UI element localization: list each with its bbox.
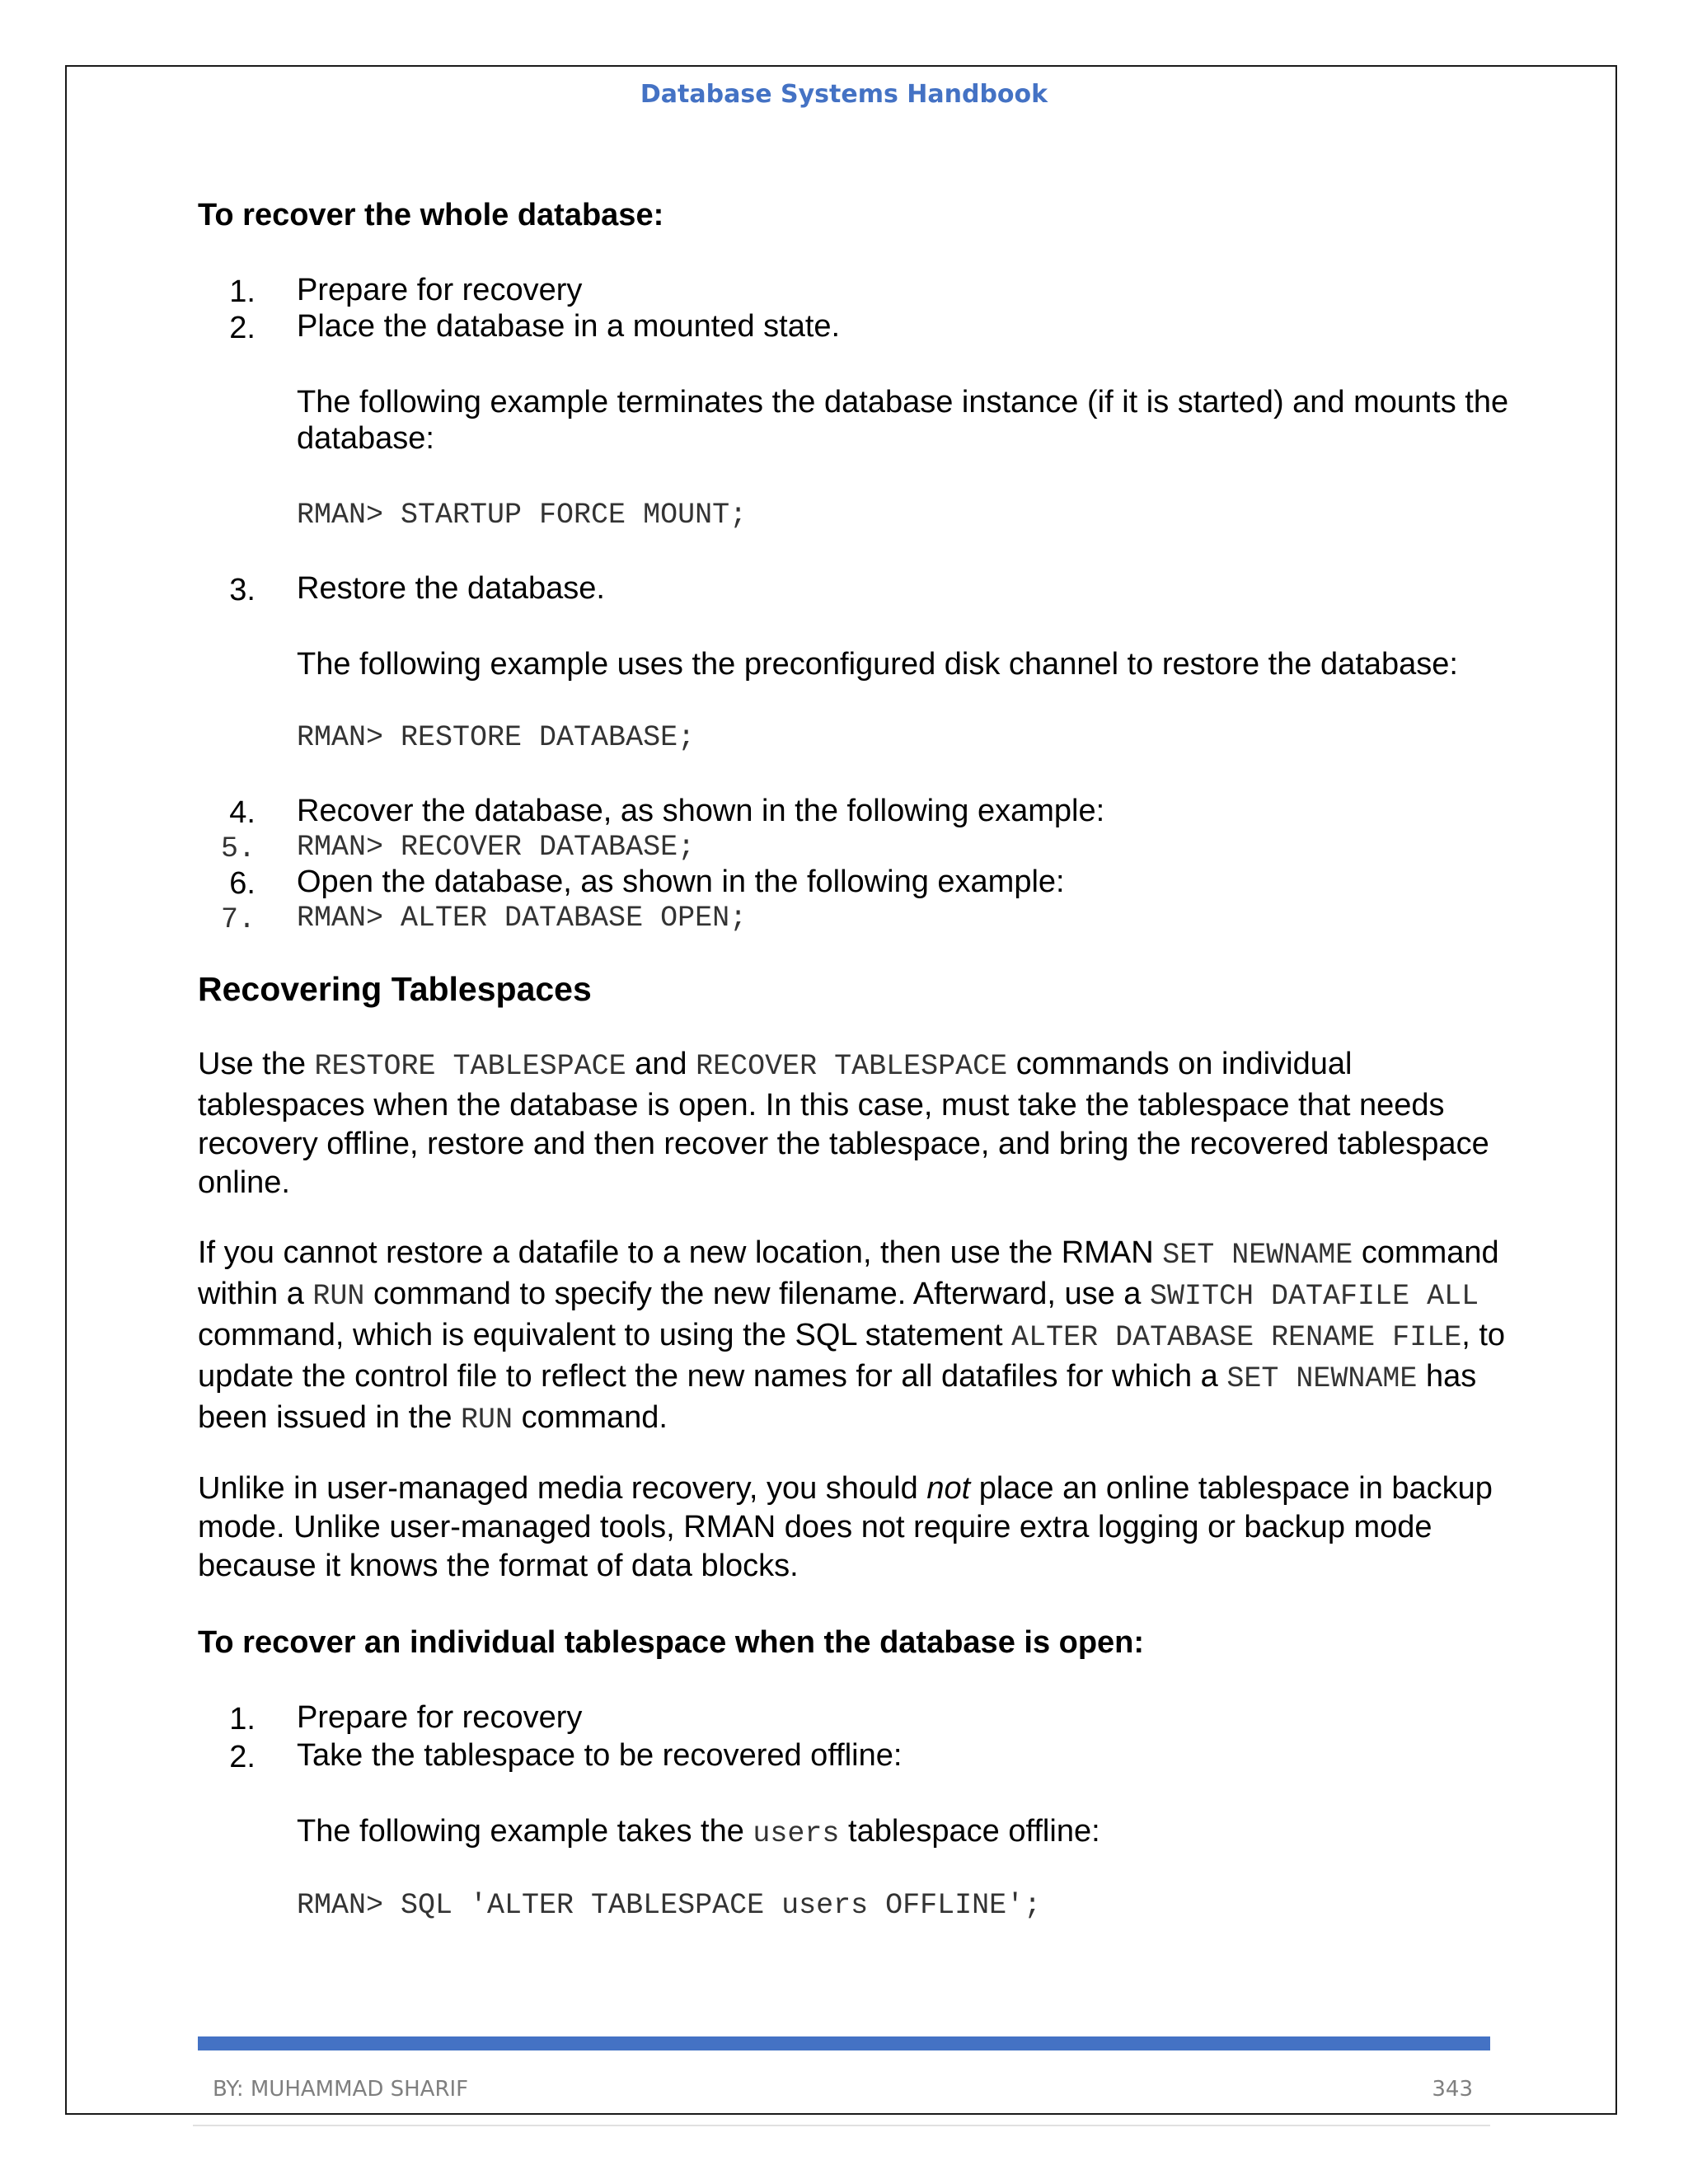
list-number: 3. <box>229 573 256 607</box>
list-item-code: RMAN> ALTER DATABASE OPEN; <box>297 902 748 935</box>
footer-accent-bar <box>198 2036 1490 2050</box>
footer-author: BY: MUHAMMAD SHARIF <box>213 2077 469 2102</box>
list-item-code: RMAN> RECOVER DATABASE; <box>297 831 696 864</box>
list-number: 2. <box>229 1740 256 1774</box>
step-note: The following example takes the users tablespace offline: <box>297 1814 1100 1850</box>
list-number: 1. <box>229 274 256 309</box>
step-note: The following example uses the preconfigured disk channel to restore the database: <box>297 647 1458 682</box>
list-number: 2. <box>229 311 256 345</box>
footer-page-number: 343 <box>1432 2077 1473 2102</box>
list-number: 1. <box>229 1702 256 1736</box>
section-heading-recover-database: To recover the whole database: <box>198 198 664 232</box>
list-number: 6. <box>229 866 256 901</box>
code-line: RMAN> STARTUP FORCE MOUNT; <box>297 499 748 532</box>
list-item: Take the tablespace to be recovered offline: <box>297 1738 903 1773</box>
list-item: Prepare for recovery <box>297 273 583 307</box>
step-note: The following example terminates the database instance (if it is started) and mounts the <box>297 385 1509 419</box>
paragraph: If you cannot restore a datafile to a new location, then use the RMAN SET NEWNAME command within a RUN command to specify the new filename. Afterward, use a SWITCH DATAFILE ALL command, which is equivalent to using the SQL statement ALTER DATABASE RENAME FILE, to update the control file to reflect the new names for all datafiles for which a SET NEWNAME has been issued in the RUN command. <box>198 1235 1506 1436</box>
list-item: Recover the database, as shown in the following example: <box>297 794 1105 828</box>
list-number: 4. <box>229 795 256 830</box>
code-line: RMAN> SQL 'ALTER TABLESPACE users OFFLINE'; <box>297 1889 1042 1922</box>
section-heading-recover-tablespace: To recover an individual tablespace when the database is open: <box>198 1625 1145 1660</box>
running-header: Database Systems Handbook <box>640 80 1048 109</box>
list-item: Prepare for recovery <box>297 1700 583 1735</box>
paragraph: Unlike in user-managed media recovery, you should not place an online tablespace in backup mode. Unlike user-managed tools, RMAN does not require extra logging or backup mode because it knows the format of data blocks. <box>198 1471 1493 1583</box>
list-number: 5. <box>220 832 256 865</box>
step-note: database: <box>297 421 434 456</box>
code-line: RMAN> RESTORE DATABASE; <box>297 721 696 754</box>
list-item: Restore the database. <box>297 571 605 606</box>
divider <box>193 2125 1490 2126</box>
list-item: Place the database in a mounted state. <box>297 309 841 344</box>
list-item: Open the database, as shown in the following example: <box>297 865 1065 899</box>
paragraph: Use the RESTORE TABLESPACE and RECOVER TABLESPACE commands on individual tablespaces when the database is open. In this case, must take the tablespace that needs recovery offline, restore and then recover the tablespace, and bring the recovered tablespace online. <box>198 1047 1489 1200</box>
section-heading-recovering-tablespaces: Recovering Tablespaces <box>198 970 592 1008</box>
list-number: 7. <box>220 903 256 936</box>
